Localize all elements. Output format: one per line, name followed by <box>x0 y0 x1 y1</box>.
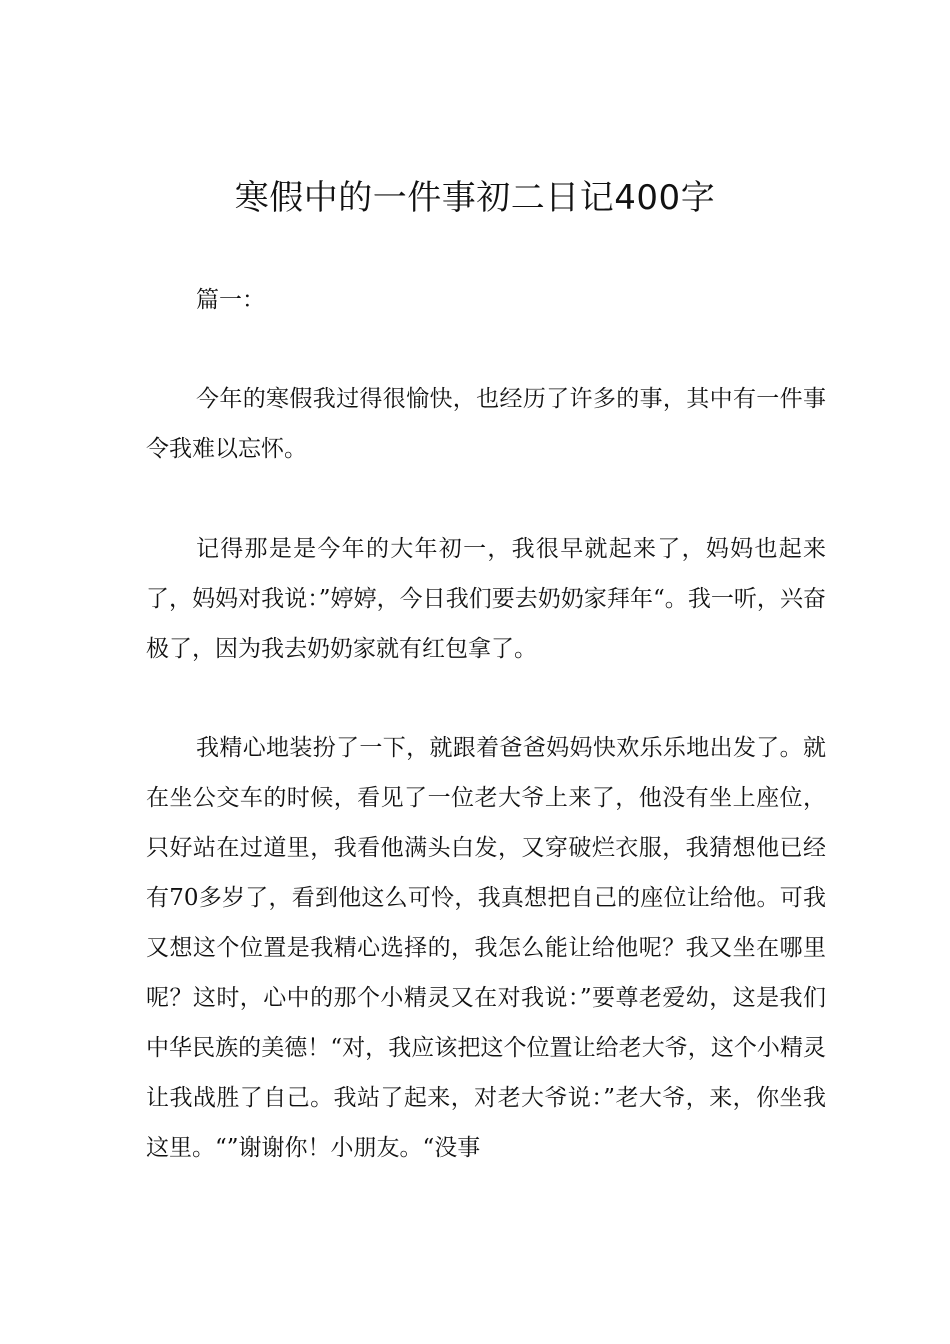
paragraph-2: 记得那是是今年的大年初一，我很早就起来了，妈妈也起来了，妈妈对我说：”婷婷，今日我们要去奶奶家拜年“。我一听，兴奋极了，因为我去奶奶家就有红包拿了。 <box>146 536 826 662</box>
paragraph-1: 今年的寒假我过得很愉快，也经历了许多的事，其中有一件事令我难以忘怀。 <box>146 386 826 462</box>
paragraph-3: 我精心地装扮了一下，就跟着爸爸妈妈快欢乐乐地出发了。就在坐公交车的时候，看见了一位老大爷上来了，他没有坐上座位，只好站在过道里，我看他满头白发，又穿破烂衣服，我猜想他已经有70多岁了，看到他这么可怜，我真想把自己的座位让给他。可我又想这个位置是我精心选择的，我怎么能让给他呢？我又坐在哪里呢？这时，心中的那个小精灵又在对我说：”要尊老爱幼，这是我们中华民族的美德！“对，我应该把这个位置让给老大爷，这个小精灵让我战胜了自己。我站了起来，对老大爷说：”老大爷，来，你坐我这里。“”谢谢你！小朋友。“没事 <box>146 735 826 1161</box>
document-title: 寒假中的一件事初二日记400字 <box>234 178 716 218</box>
section-label: 篇一： <box>196 287 265 313</box>
